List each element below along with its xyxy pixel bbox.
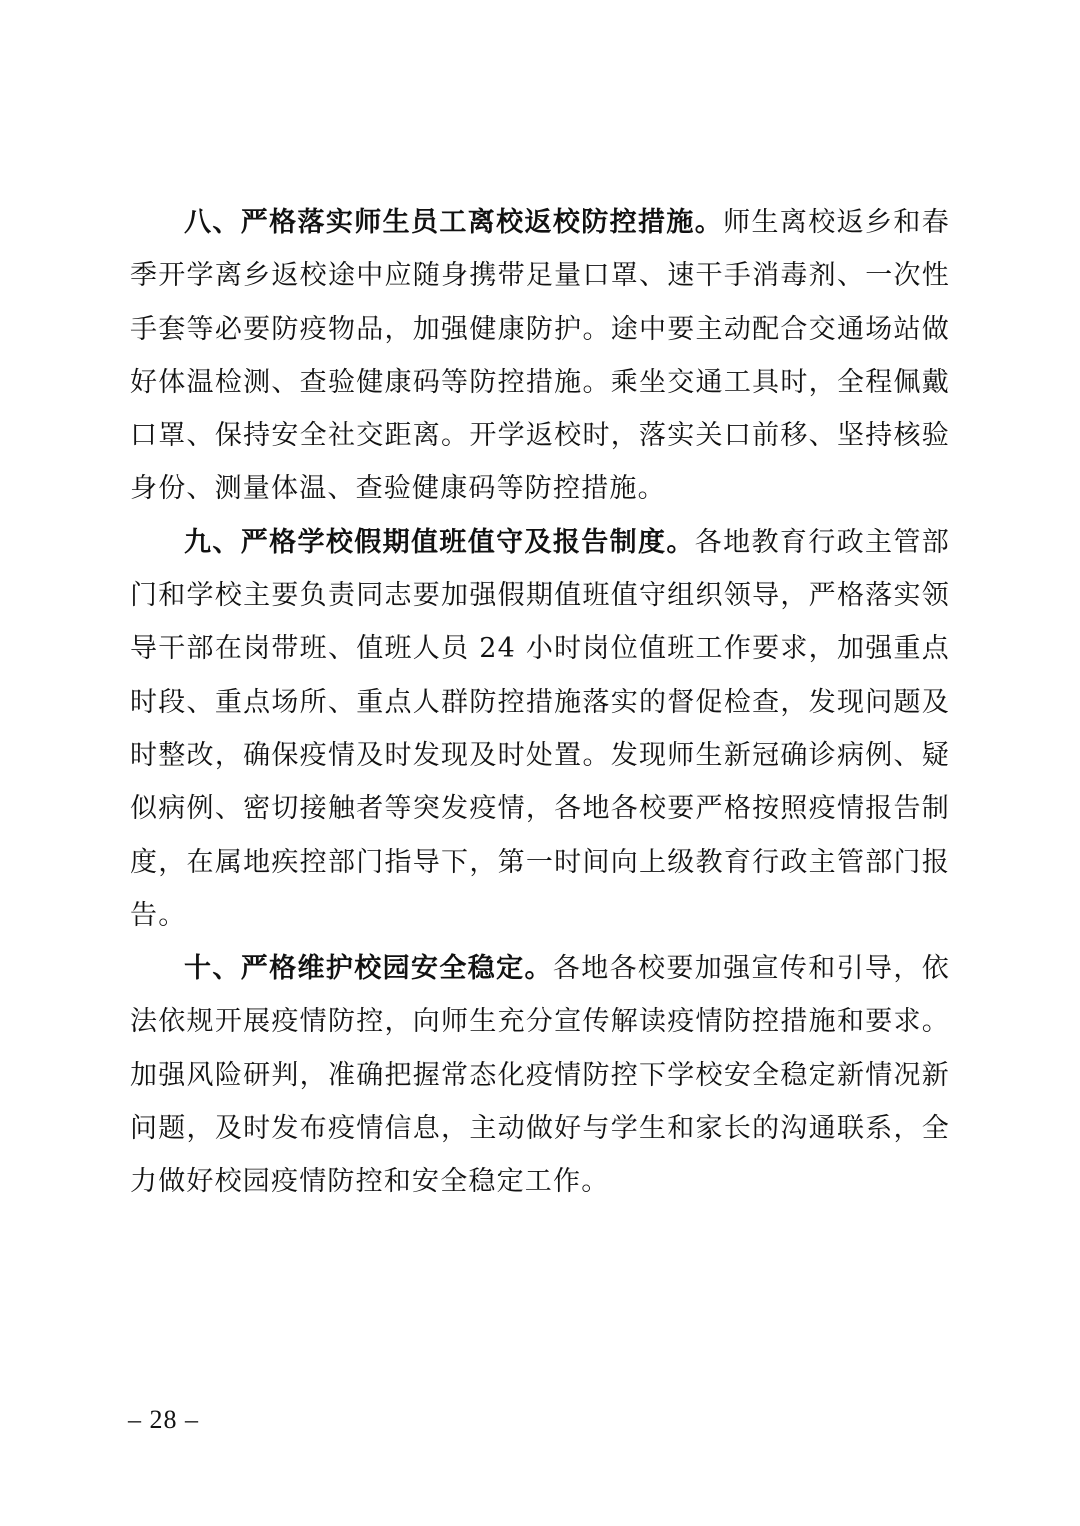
paragraph-9 bbox=[130, 516, 950, 942]
paragraph-8-heading: 八、严格落实师生员工离校返校防控措施。 bbox=[184, 207, 724, 238]
paragraph-10 bbox=[130, 942, 950, 1208]
paragraph-8-body: 师生离校返乡和春季开学离乡返校途中应随身携带足量口罩、速干手消毒剂、一次性手套等必要防疫物品，加强健康防护。途中要主动配合交通场站做好体温检测、查验健康码等防控措施。乘坐交通工具时，全程佩戴口罩、保持安全社交距离。开学返校时，落实关口前移、坚持核验身份、测量体温、查验健康码等防控措施。 bbox=[130, 207, 950, 505]
paragraph-10-body: 各地各校要加强宣传和引导，依法依规开展疫情防控，向师生充分宣传解读疫情防控措施和要求。加强风险研判，准确把握常态化疫情防控下学校安全稳定新情况新问题，及时发布疫情信息，主动做好与学生和家长的沟通联系，全力做好校园疫情防控和安全稳定工作。 bbox=[130, 953, 950, 1198]
paragraph-8 bbox=[130, 196, 950, 516]
page-number: – 28 – bbox=[128, 1405, 199, 1434]
document-body bbox=[130, 196, 950, 1209]
paragraph-10-heading: 十、严格维护校园安全稳定。 bbox=[184, 953, 553, 985]
paragraph-9-body: 各地教育行政主管部门和学校主要负责同志要加强假期值班值守组织领导，严格落实领导干部在岗带班、值班人员 24 小时岗位值班工作要求，加强重点时段、重点场所、重点人群防控措施落实的督促检查，发现问题及时整改，确保疫情及时发现及时处置。发现师生新冠确诊病例、疑似病例、密切接触者等突发疫情，各地各校要严格按照疫情报告制度，在属地疾控部门指导下，第一时间向上级教育行政主管部门报告。 bbox=[130, 526, 950, 931]
paragraph-9-heading: 九、严格学校假期值班值守及报告制度。 bbox=[184, 526, 695, 558]
